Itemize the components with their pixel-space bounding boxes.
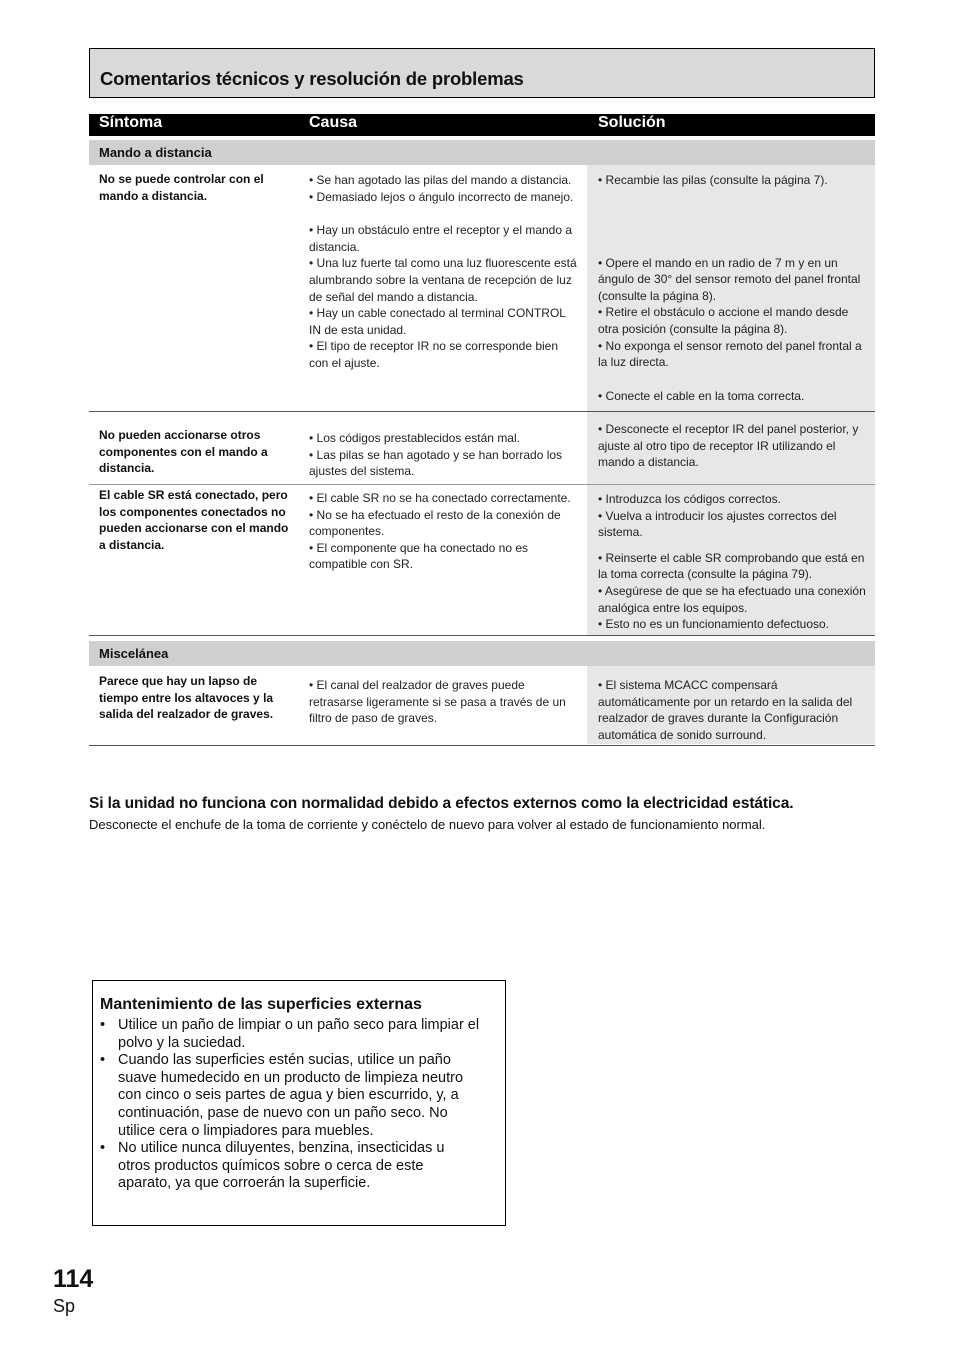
- solution-item: • El sistema MCACC compensará automáticamente por un retardo en la salida del realzador de graves durante la Configuración automática de sonido surround.: [598, 678, 853, 742]
- solution-cell: [598, 491, 868, 633]
- section-header-remote: [89, 140, 875, 165]
- cause-item: • Las pilas se han agotado y se han borrado los ajustes del sistema.: [309, 447, 563, 479]
- section-header-misc: [89, 641, 875, 666]
- note-title: Si la unidad no funciona con normalidad debido a efectos externos como la electricidad estática.: [89, 795, 794, 812]
- cause-item: • Hay un cable conectado al terminal CONTROL IN de esta unidad.: [309, 306, 566, 337]
- bullet: •: [100, 1017, 106, 1033]
- page-title: Comentarios técnicos y resolución de problemas: [100, 68, 524, 89]
- cause-item: • Una luz fuerte tal como una luz fluorescente está alumbrando sobre la ventana de recepción de luz de señal del mando a distancia.: [309, 256, 577, 304]
- solution-item: • Introduzca los códigos correctos.: [598, 492, 781, 506]
- solution-item: • Esto no es un funcionamiento defectuoso.: [598, 617, 830, 632]
- list-item: [100, 1017, 480, 1052]
- cause-item: • Hay un obstáculo entre el receptor y el mando a distancia.: [309, 223, 573, 254]
- solution-item: • Desconecte el receptor IR del panel posterior, y ajuste al otro tipo de receptor IR utilizando el mando a distancia.: [598, 422, 859, 470]
- cause-spacer: [309, 205, 579, 222]
- list-item-text: Utilice un paño de limpiar o un paño seco para limpiar el polvo y la suciedad.: [118, 1017, 480, 1051]
- page-number: 114: [53, 1265, 94, 1293]
- symptom-cell: El cable SR está conectado, pero los componentes conectados no pueden accionarse con el mando a distancia.: [99, 488, 289, 552]
- solution-item: • Asegúrese de que se ha efectuado una conexión analógica entre los equipos.: [598, 583, 866, 615]
- list-item: [100, 1052, 480, 1140]
- header-symptom: Síntoma: [99, 114, 163, 131]
- bullet: •: [100, 1052, 106, 1069]
- cause-item: • El canal del realzador de graves puede retrasarse ligeramente si se pasa a través de un filtro de paso de graves.: [309, 678, 566, 726]
- cause-item: • No se ha efectuado el resto de la conexión de componentes.: [309, 507, 561, 539]
- header-cause: Causa: [309, 114, 358, 131]
- symptom-cell: No pueden accionarse otros componentes con el mando a distancia.: [99, 428, 268, 475]
- section-label: Miscelánea: [99, 646, 169, 661]
- language-code: Sp: [53, 1296, 76, 1316]
- row-divider: [89, 484, 875, 485]
- solution-cell: [598, 677, 870, 743]
- note-body: Desconecte el enchufe de la toma de corriente y conéctelo de nuevo para volver al estado de funcionamiento normal.: [89, 817, 766, 832]
- list-item-text: No utilice nunca diluyentes, benzina, insecticidas u otros productos químicos sobre o cerca de este aparato, ya que corroerán la superficie.: [118, 1140, 445, 1192]
- list-item-text: Cuando las superficies estén sucias, utilice un paño suave humedecido en un producto de limpieza neutro con cinco o seis partes de agua y bien escurrido, y, a continuación, pase de nuevo con un paño seco. No utilice cera o limpiadores para muebles.: [118, 1052, 464, 1139]
- cause-cell: [309, 172, 579, 372]
- bullet: •: [100, 1140, 106, 1157]
- symptom-cell: Parece que hay un lapso de tiempo entre los altavoces y la salida del realzador de graves.: [99, 674, 274, 721]
- cause-item: • El tipo de receptor IR no se corresponde bien con el ajuste.: [309, 339, 559, 370]
- solution-spacer: [598, 189, 868, 255]
- solution-cell: [598, 421, 860, 471]
- row-divider: [89, 411, 875, 412]
- solution-item: • Conecte el cable en la toma correcta.: [598, 388, 805, 403]
- maintenance-list: [100, 1017, 480, 1193]
- solution-item: • Vuelva a introducir los ajustes correctos del sistema.: [598, 508, 837, 540]
- row-divider: [89, 635, 875, 636]
- solution-item: • Recambie las pilas (consulte la página 7).: [598, 173, 828, 187]
- solution-cell: [598, 172, 868, 404]
- table-bottom-rule: [89, 745, 875, 746]
- cause-item: • El componente que ha conectado no es compatible con SR.: [309, 540, 529, 572]
- solution-spacer: [598, 541, 868, 550]
- table-header: [89, 114, 875, 136]
- cause-cell: [309, 430, 579, 480]
- cause-item: • El cable SR no se ha conectado correctamente.: [309, 491, 571, 505]
- cause-item: • Los códigos prestablecidos están mal.: [309, 431, 520, 445]
- cause-cell: [309, 677, 571, 727]
- symptom-cell: No se puede controlar con el mando a distancia.: [99, 172, 264, 203]
- list-item: [100, 1140, 480, 1193]
- section-title-box: [89, 48, 875, 98]
- solution-item: • Retire el obstáculo o accione el mando desde otra posición (consulte la página 8).: [598, 305, 849, 336]
- solution-spacer: [598, 371, 868, 388]
- section-label: Mando a distancia: [99, 145, 212, 160]
- header-solution: Solución: [598, 114, 666, 131]
- cause-cell: [309, 490, 581, 573]
- maintenance-title: Mantenimiento de las superficies externas: [100, 996, 422, 1013]
- maintenance-box: [92, 980, 506, 1226]
- cause-item: • Se han agotado las pilas del mando a distancia.: [309, 173, 572, 187]
- solution-item: • No exponga el sensor remoto del panel frontal a la luz directa.: [598, 338, 862, 370]
- solution-item: • Opere el mando en un radio de 7 m y en un ángulo de 30° del sensor remoto del panel frontal (consulte la página 8).: [598, 255, 861, 303]
- cause-item: • Demasiado lejos o ángulo incorrecto de manejo.: [309, 189, 574, 204]
- solution-item: • Reinserte el cable SR comprobando que está en la toma correcta (consulte la página 79).: [598, 550, 865, 582]
